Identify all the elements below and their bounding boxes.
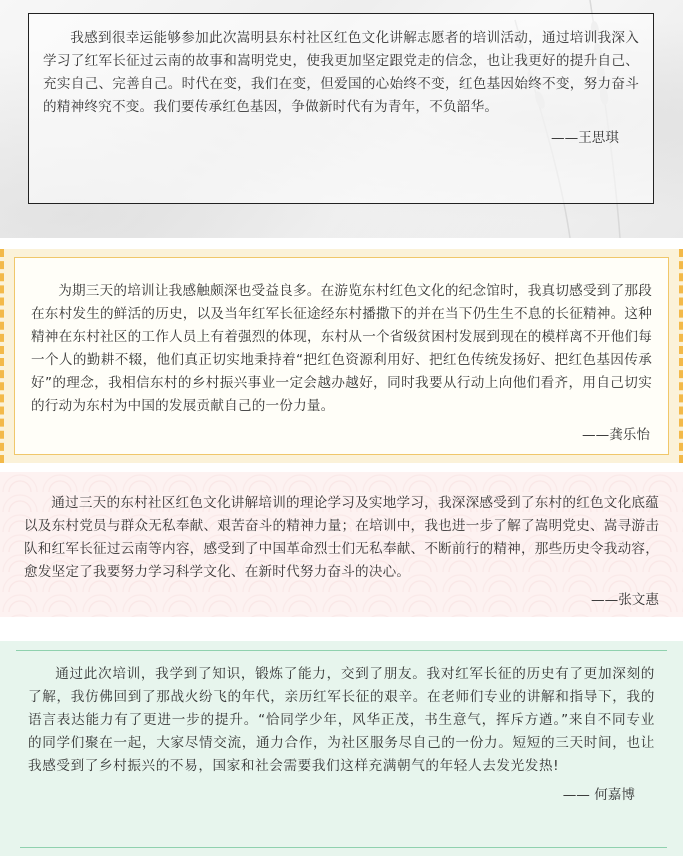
testimonial-text: 通过三天的东村社区红色文化讲解培训的理论学习及实地学习，我深深感受到了东村的红色文化底蕴以及东村党员与群众无私奉献、艰苦奋斗的精神力量；在培训中，我也进一步了解了嵩明党史、嵩寻游击队和红军长征过云南等内容，感受到了中国革命烈士们无私奉献、不断前行的精神，那些历史令我动容，愈发坚定了我要努力学习科学文化、在新时代努力奋斗的决心。 <box>24 495 659 580</box>
testimonial-card-2 <box>14 257 669 455</box>
testimonial-signature: ——张文惠 <box>591 592 659 608</box>
testimonial-signature: ——王思琪 <box>551 130 619 146</box>
testimonial-card-1 <box>28 13 654 204</box>
testimonial-text: 为期三天的培训让我感触颇深也受益良多。在游览东村红色文化的纪念馆时，我真切感受到了那段在东村发生的鲜活的历史，以及当年红军长征途经东村播撒下的并在当下仍生生不息的长征精神。这种精神在东村社区的工作人员上有着强烈的体现，东村从一个省级贫困村发展到现在的模样离不开他们每一个人的勤耕不辍，他们真正切实地秉持着“把红色资源利用好、把红色传统发扬好、把红色基因传承好”的理念，我相信东村的乡村振兴事业一定会越办越好，同时我要从行动上向他们看齐，用自己切实的行动为东村为中国的发展贡献自己的一份力量。 <box>31 283 652 414</box>
testimonial-section-4 <box>0 641 683 856</box>
bottom-divider <box>20 847 667 848</box>
testimonial-signature: ——龚乐怡 <box>582 427 650 443</box>
testimonial-signature: —— 何嘉博 <box>562 787 635 803</box>
testimonial-text: 我感到很幸运能够参加此次嵩明县东村社区红色文化讲解志愿者的培训活动，通过培训我深入学习了红军长征过云南的故事和嵩明党史，使我更加坚定跟党走的信念，也让我更好的提升自己、充实自己、完善自己。时代在变，我们在变，但爱国的心始终不变，红色基因始终不变，努力奋斗的精神终究不变。我们要传承红色基因，争做新时代有为青年，不负韶华。 <box>43 30 639 115</box>
testimonial-text: 通过此次培训，我学到了知识，锻炼了能力，交到了朋友。我对红军长征的历史有了更加深刻的了解，我仿佛回到了那战火纷飞的年代，亲历红军长征的艰辛。在老师们专业的讲解和指导下，我的语言表达能力有了更进一步的提升。“恰同学少年，风华正茂，书生意气，挥斥方遒。”来自不同专业的同学们聚在一起，大家尽情交流，通力合作，为社区服务尽自己的一份力。短短的三天时间，也让我感受到了乡村振兴的不易，国家和社会需要我们这样充满朝气的年轻人去发光发热! <box>28 666 655 774</box>
testimonial-section-1 <box>0 0 683 238</box>
testimonial-section-2 <box>0 249 683 463</box>
testimonial-section-3 <box>0 472 683 617</box>
testimonial-card-4 <box>16 651 667 807</box>
